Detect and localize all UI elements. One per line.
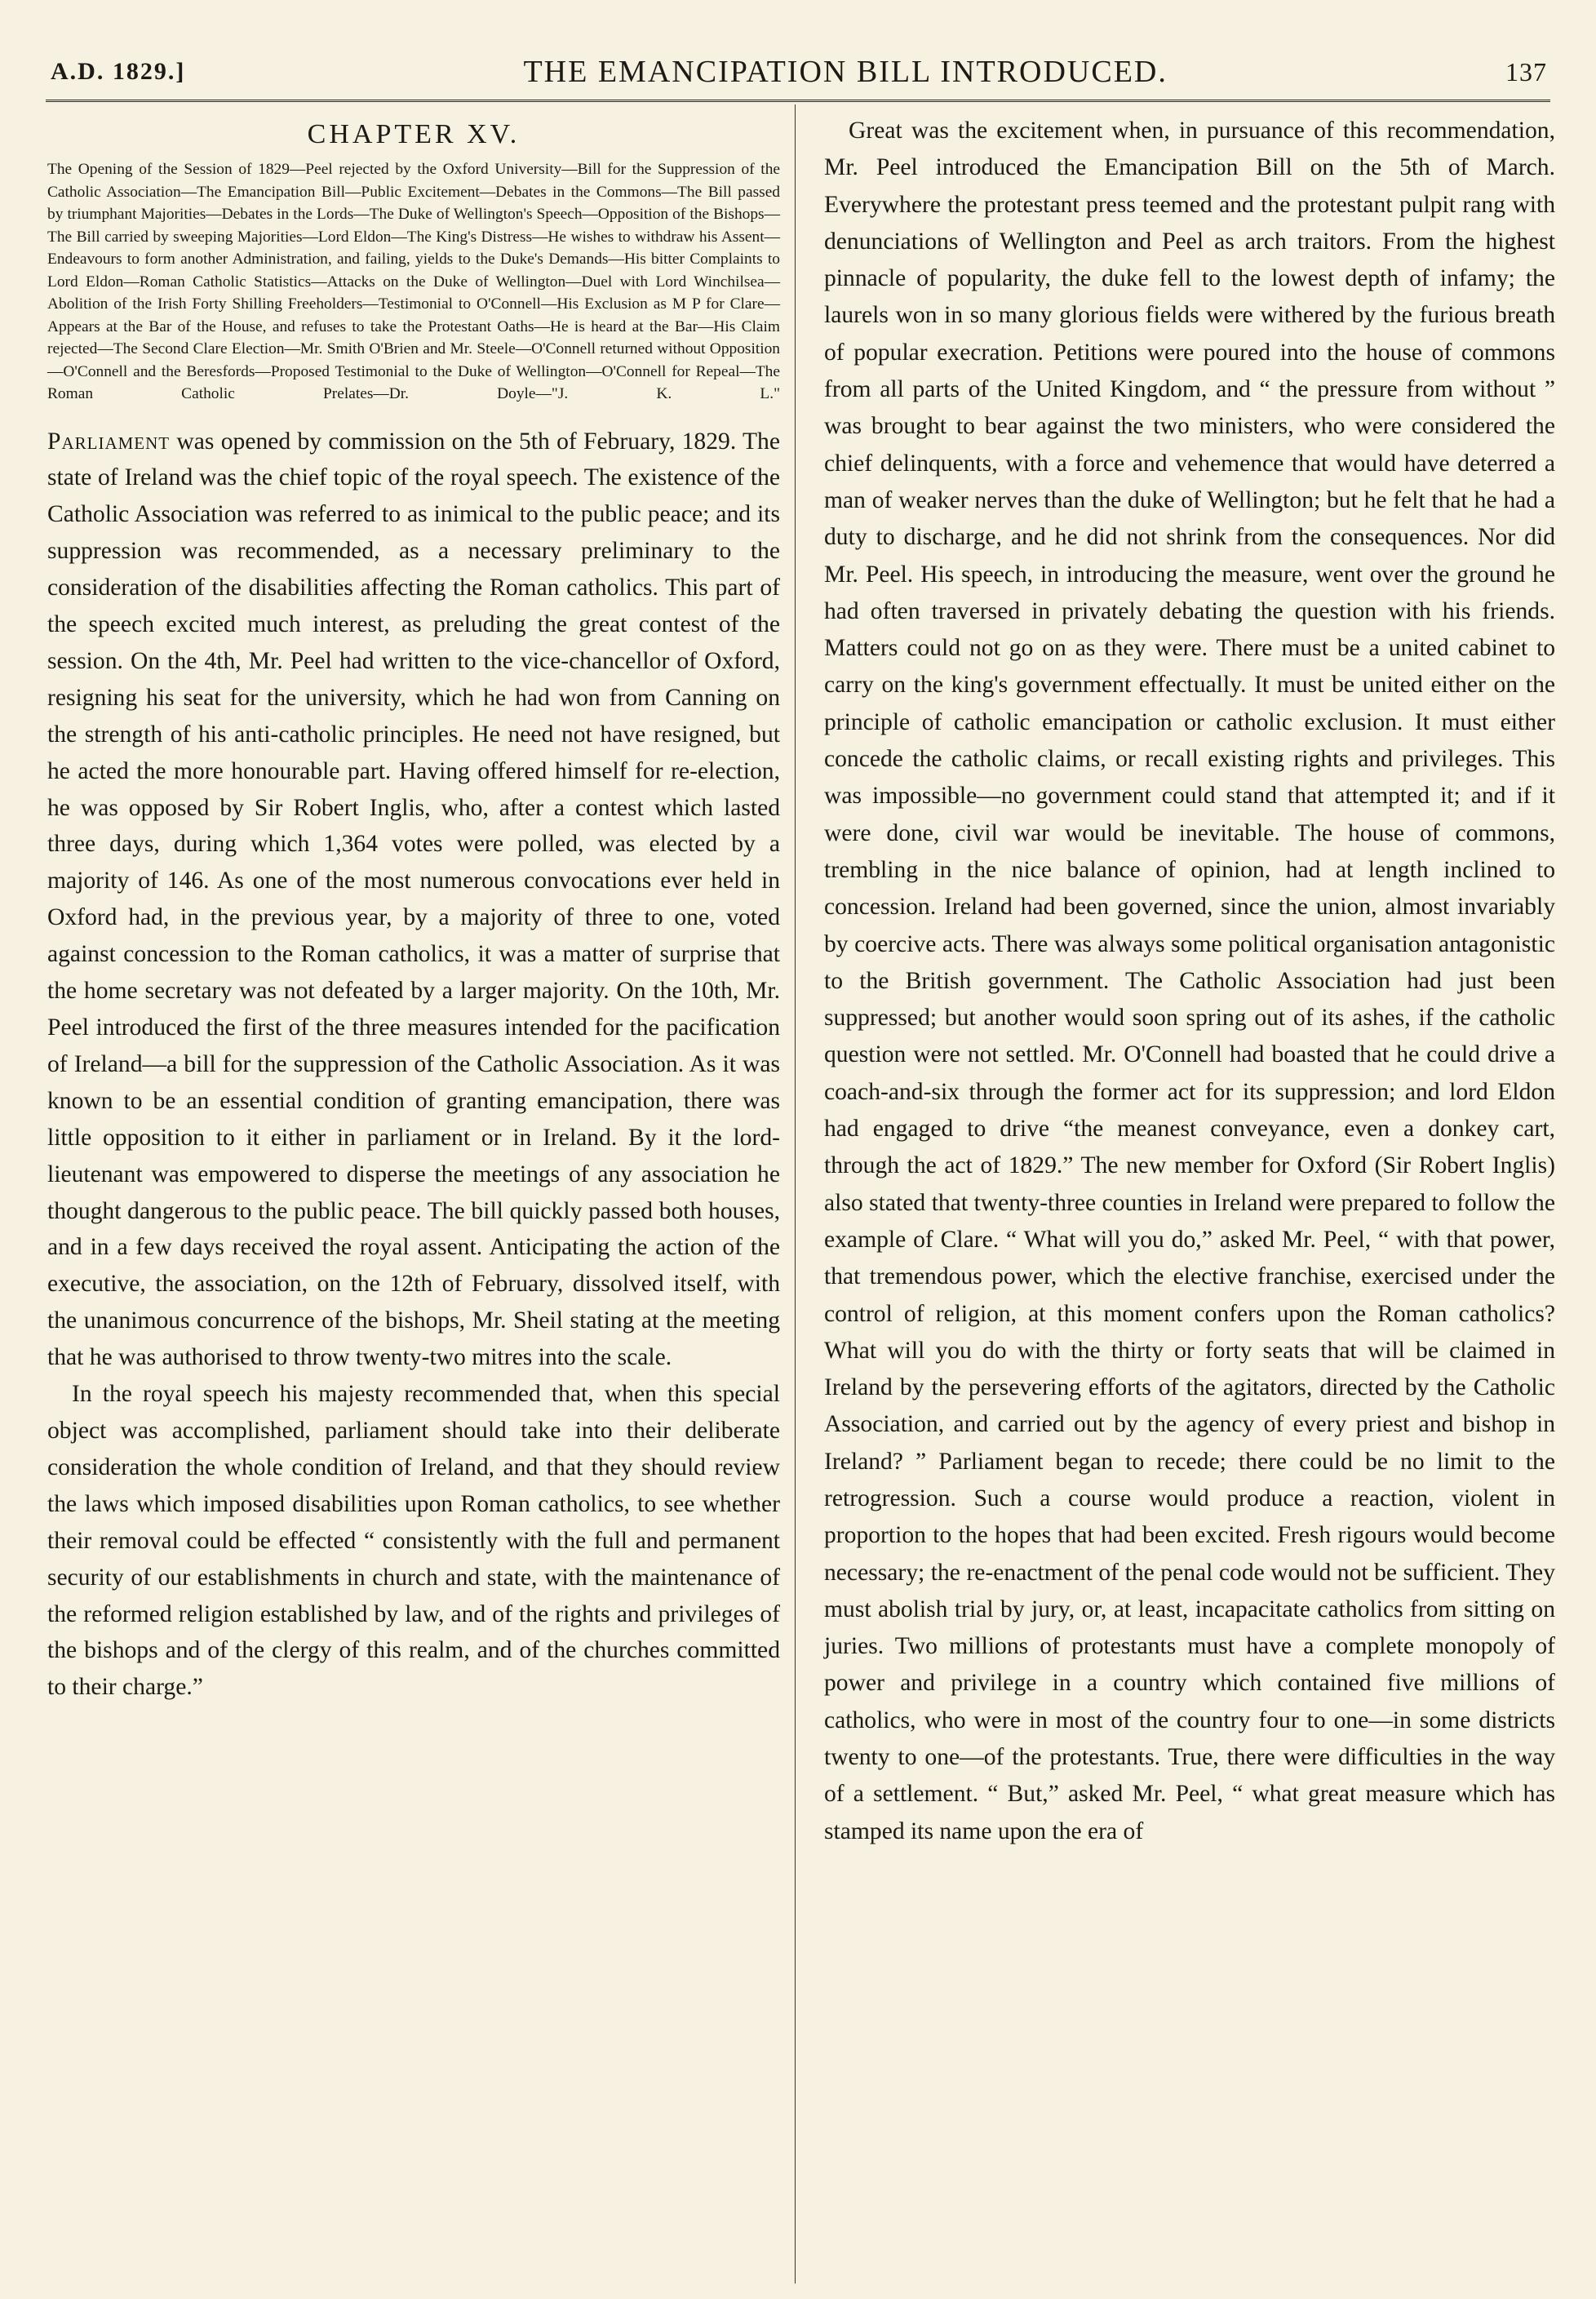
left-column	[47, 113, 780, 1706]
column-divider	[795, 104, 796, 2283]
running-head-date: A.D. 1829.]	[51, 58, 186, 85]
opening-word: Parliament	[47, 428, 171, 455]
page-number: 137	[1505, 56, 1547, 87]
running-head	[51, 47, 1547, 96]
right-column	[824, 113, 1555, 1850]
right-body-text	[824, 113, 1555, 1850]
running-head-title: THE EMANCIPATION BILL INTRODUCED.	[523, 55, 1168, 89]
left-body-text	[47, 424, 780, 1706]
chapter-heading: CHAPTER XV.	[307, 119, 521, 149]
paragraph: In the royal speech his majesty recommended that, when this special object was accomplished, parliament should take into their deliberate consideration the whole condition of Ireland, and that they should review the laws which imposed disabilities upon Roman catholics, to see whether their removal could be effected “ consistently with the full and permanent security of our establishments in church and state, with the maintenance of the reformed religion established by law, and of the rights and privileges of the bishops and of the clergy of this realm, and of the churches committed to their charge.”	[47, 1381, 780, 1701]
paragraph: Great was the excitement when, in pursuance of this recommendation, Mr. Peel introduced the Emancipation Bill on the 5th of March. Everywhere the protestant press teemed and the protestant pulpit rang with denunciations of Wellington and Peel as arch traitors. From the highest pinnacle of popularity, the duke fell to the lowest depth of infamy; the laurels won in so many glorious fields were withered by the furious breath of popular execration. Petitions were poured into the house of commons from all parts of the United Kingdom, and “ the pressure from without ” was brought to bear against the two ministers, who were considered the chief delinquents, with a force and vehemence that would have deterred a man of weaker nerves than the duke of Wellington; but he felt that he had a duty to discharge, and he did not shrink from the consequences. Nor did Mr. Peel. His speech, in introducing the measure, went over the ground he had often traversed in privately debating the question with his friends. Matters could not go on as they were. There must be a united cabinet to carry on the king's government effectually. It must be united either on the principle of catholic emancipation or catholic exclusion. It must either concede the catholic claims, or recall existing rights and privileges. This was impossible—no government could stand that attempted it; and if it were done, civil war would be inevitable. The house of commons, trembling in the nice balance of opinion, had at length inclined to concession. Ireland had been governed, since the union, almost invariably by coercive acts. There was always some political organisation antagonistic to the British government. The Catholic Association had just been suppressed; but another would soon spring out of its ashes, if the catholic question were not settled. Mr. O'Connell had boasted that he could drive a coach-and-six through the former act for its suppression; and lord Eldon had engaged to drive “the meanest conveyance, even a donkey cart, through the act of 1829.” The new member for Oxford (Sir Robert Inglis) also stated that twenty-three counties in Ireland were prepared to follow the example of Clare. “ What will you do,” asked Mr. Peel, “ with that power, that tremendous power, which the elective franchise, exercised under the control of religion, at this moment confers upon the Roman catholics? What will you do with the thirty or forty seats that will be claimed in Ireland by the persevering efforts of the agitators, directed by the Catholic Association, and carried out by the agency of every priest and bishop in Ireland? ” Parliament began to recede; there could be no limit to the retrogression. Such a course would produce a reaction, violent in proportion to the hopes that had been excited. Fresh rigours would become necessary; the re-enactment of the penal code would not be sufficient. They must abolish trial by jury, or, at least, incapacitate catholics from sitting on juries. Two millions of protestants must have a complete monopoly of power and privilege in a country which contained five millions of catholics, who were in most of the country four to one—in some districts twenty to one—of the protestants. True, there were difficulties in the way of a settlement. “ But,” asked Mr. Peel, “ what great measure which has stamped its name upon the era of	[824, 118, 1555, 1844]
header-rule	[46, 100, 1550, 102]
paragraph-text: was opened by commission on the 5th of February, 1829. The state of Ireland was the chief topic of the royal speech. The existence of the Catholic Association was referred to as inimical to the public peace; and its suppression was recommended, as a necessary preliminary to the consideration of the disabilities affecting the Roman catholics. This part of the speech excited much interest, as preluding the great contest of the session. On the 4th, Mr. Peel had written to the vice-chancellor of Oxford, resigning his seat for the university, which he had won from Canning on the strength of his anti-catholic principles. He need not have resigned, but he acted the more honourable part. Having offered himself for re-election, he was opposed by Sir Robert Inglis, who, after a contest which lasted three days, during which 1,364 votes were polled, was elected by a majority of 146. As one of the most numerous convocations ever held in Oxford had, in the previous year, by a majority of three to one, voted against concession to the Roman catholics, it was a matter of surprise that the home secretary was not defeated by a larger majority. On the 10th, Mr. Peel introduced the first of the three measures intended for the pacification of Ireland—a bill for the suppression of the Catholic Association. As it was known to be an essential condition of granting emancipation, there was little opposition to it either in parliament or in Ireland. By it the lord-lieutenant was empowered to disperse the meetings of any association he thought dangerous to the public peace. The bill quickly passed both houses, and in a few days received the royal assent. Anticipating the action of the executive, the association, on the 12th of February, dissolved itself, with the unanimous concurrence of the bishops, Mr. Sheil stating at the meeting that he was authorised to throw twenty-two mitres into the scale.	[47, 428, 780, 1371]
paragraph	[47, 424, 780, 1377]
chapter-synopsis: The Opening of the Session of 1829—Peel rejected by the Oxford University—Bill for the Suppression of the Catholic Association—The Emancipation Bill—Public Excitement—Debates in the Commons—The Bill passed by triumphant Majorities—Debates in the Lords—The Duke of Wellington's Speech—Opposition of the Bishops—The Bill carried by sweeping Majorities—Lord Eldon—The King's Distress—He wishes to withdraw his Assent—Endeavours to form another Administration, and failing, yields to the Duke's Demands—His bitter Complaints to Lord Eldon—Roman Catholic Statistics—Attacks on the Duke of Wellington—Duel with Lord Winchilsea—Abolition of the Irish Forty Shilling Freeholders—Testimonial to O'Connell—His Exclusion as M P for Clare—Appears at the Bar of the House, and refuses to take the Protestant Oaths—He is heard at the Bar—His Claim rejected—The Second Clare Election—Mr. Smith O'Brien and Mr. Steele—O'Connell returned without Opposition—O'Connell and the Beresfords—Proposed Testimonial to the Duke of Wellington—O'Connell for Repeal—The Roman Catholic Prelates—Dr. Doyle—"J. K. L."	[47, 161, 780, 402]
